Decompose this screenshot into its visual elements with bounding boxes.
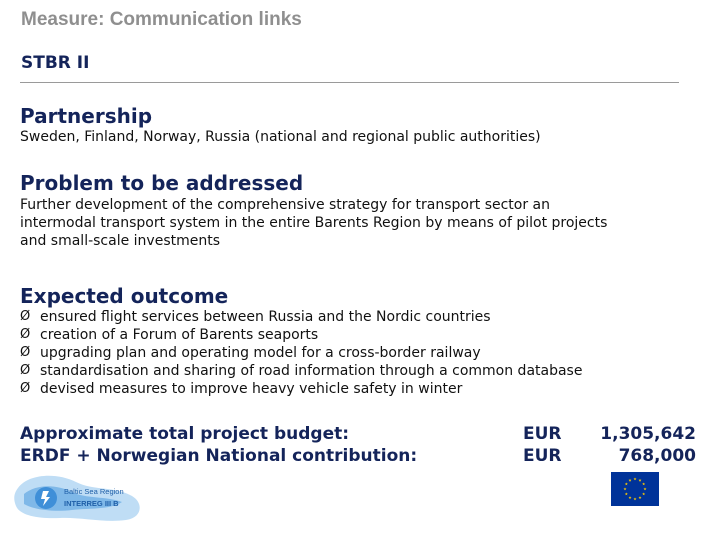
currency: EUR bbox=[523, 424, 562, 444]
list-item: Ø creation of a Forum of Barents seaports bbox=[20, 327, 319, 343]
arrow-bullet-icon: Ø bbox=[20, 381, 31, 396]
arrow-bullet-icon: Ø bbox=[20, 345, 31, 360]
budget-label-contribution: ERDF + Norwegian National contribution: bbox=[20, 446, 418, 466]
arrow-bullet-icon: Ø bbox=[20, 363, 31, 378]
outcome-list bbox=[20, 308, 582, 398]
page-title: Measure: Communication links bbox=[21, 9, 302, 30]
logo-text-line1: Baltic Sea Region bbox=[64, 487, 124, 496]
interreg-logo bbox=[10, 470, 160, 525]
logo-text-line2: INTERREG III B bbox=[64, 499, 119, 508]
problem-line: Further development of the comprehensive strategy for transport sector an bbox=[20, 197, 551, 213]
budget-label-total: Approximate total project budget: bbox=[20, 424, 350, 444]
amount-row-contribution bbox=[523, 445, 696, 467]
list-item: Ø upgrading plan and operating model for a cross-border railway bbox=[20, 345, 481, 361]
outcome-heading: Expected outcome bbox=[20, 284, 229, 308]
flag-background bbox=[611, 472, 659, 506]
amount-contribution: 768,000 bbox=[618, 446, 696, 466]
problem-text bbox=[20, 196, 607, 250]
currency: EUR bbox=[523, 446, 562, 466]
partnership-text: Sweden, Finland, Norway, Russia (national and regional public authorities) bbox=[20, 129, 541, 145]
amount-total: 1,305,642 bbox=[600, 424, 696, 444]
problem-line: and small-scale investments bbox=[20, 233, 221, 249]
list-item: Ø standardisation and sharing of road information through a common database bbox=[20, 363, 583, 379]
divider bbox=[20, 82, 679, 83]
eu-flag-icon bbox=[611, 472, 659, 506]
partnership-heading: Partnership bbox=[20, 104, 153, 128]
budget-labels bbox=[20, 423, 417, 467]
budget-amounts bbox=[523, 423, 696, 467]
amount-row-total bbox=[523, 423, 696, 445]
arrow-bullet-icon: Ø bbox=[20, 309, 31, 324]
list-item: Ø devised measures to improve heavy vehicle safety in winter bbox=[20, 381, 463, 397]
project-name: STBR II bbox=[21, 53, 90, 73]
problem-heading: Problem to be addressed bbox=[20, 171, 304, 195]
arrow-bullet-icon: Ø bbox=[20, 327, 31, 342]
list-item: Ø ensured flight services between Russia and the Nordic countries bbox=[20, 309, 491, 325]
problem-line: intermodal transport system in the entire Barents Region by means of pilot projects bbox=[20, 215, 608, 231]
